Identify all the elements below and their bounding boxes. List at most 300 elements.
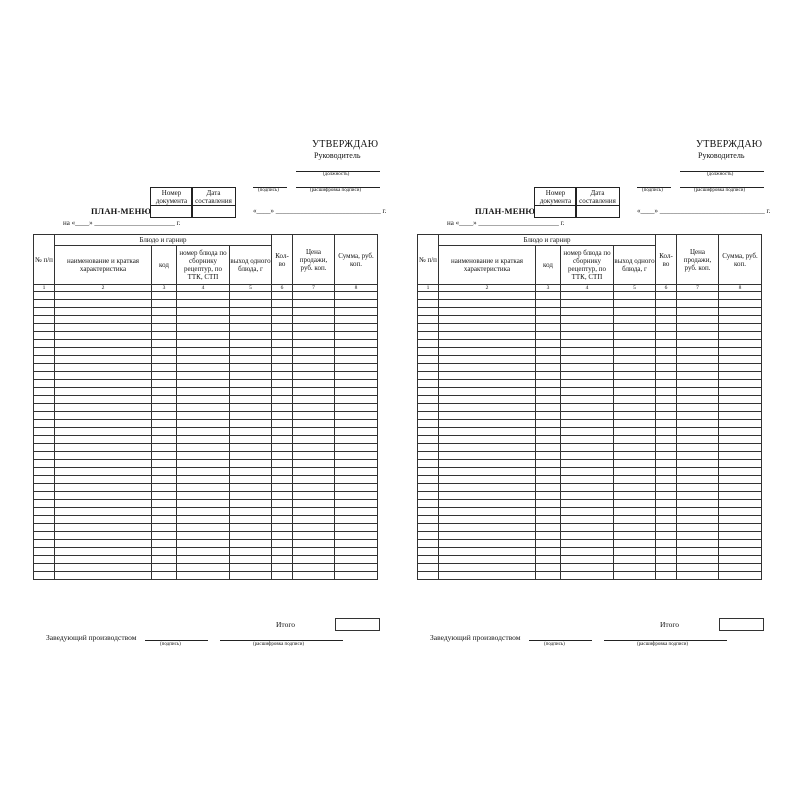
table-cell[interactable] <box>34 404 55 412</box>
table-cell[interactable] <box>536 380 561 388</box>
table-cell[interactable] <box>719 460 762 468</box>
table-cell[interactable] <box>152 396 177 404</box>
table-cell[interactable] <box>536 500 561 508</box>
table-cell[interactable] <box>719 468 762 476</box>
table-cell[interactable] <box>418 484 439 492</box>
table-cell[interactable] <box>418 348 439 356</box>
table-cell[interactable] <box>677 492 719 500</box>
table-cell[interactable] <box>335 316 378 324</box>
table-cell[interactable] <box>230 572 272 580</box>
table-cell[interactable] <box>719 404 762 412</box>
table-cell[interactable] <box>34 452 55 460</box>
table-cell[interactable] <box>561 492 614 500</box>
table-cell[interactable] <box>536 476 561 484</box>
table-cell[interactable] <box>272 436 293 444</box>
table-cell[interactable] <box>656 308 677 316</box>
table-cell[interactable] <box>418 516 439 524</box>
table-cell[interactable] <box>177 508 230 516</box>
table-cell[interactable] <box>177 484 230 492</box>
table-cell[interactable] <box>272 372 293 380</box>
table-cell[interactable] <box>152 332 177 340</box>
table-cell[interactable] <box>272 572 293 580</box>
table-cell[interactable] <box>272 404 293 412</box>
table-cell[interactable] <box>152 556 177 564</box>
table-cell[interactable] <box>561 292 614 300</box>
table-cell[interactable] <box>439 396 536 404</box>
table-cell[interactable] <box>335 292 378 300</box>
table-cell[interactable] <box>335 524 378 532</box>
table-cell[interactable] <box>55 572 152 580</box>
table-cell[interactable] <box>536 396 561 404</box>
table-cell[interactable] <box>177 332 230 340</box>
table-cell[interactable] <box>656 356 677 364</box>
table-cell[interactable] <box>152 348 177 356</box>
table-cell[interactable] <box>439 388 536 396</box>
table-cell[interactable] <box>152 324 177 332</box>
table-cell[interactable] <box>439 516 536 524</box>
table-cell[interactable] <box>677 468 719 476</box>
table-cell[interactable] <box>293 356 335 364</box>
table-cell[interactable] <box>719 300 762 308</box>
table-cell[interactable] <box>536 308 561 316</box>
table-cell[interactable] <box>55 564 152 572</box>
table-cell[interactable] <box>439 412 536 420</box>
table-cell[interactable] <box>561 396 614 404</box>
table-cell[interactable] <box>439 372 536 380</box>
table-cell[interactable] <box>230 292 272 300</box>
table-cell[interactable] <box>656 500 677 508</box>
table-cell[interactable] <box>677 372 719 380</box>
table-cell[interactable] <box>335 468 378 476</box>
table-cell[interactable] <box>230 532 272 540</box>
table-cell[interactable] <box>335 572 378 580</box>
table-cell[interactable] <box>719 340 762 348</box>
table-cell[interactable] <box>55 412 152 420</box>
table-cell[interactable] <box>439 340 536 348</box>
table-cell[interactable] <box>561 324 614 332</box>
table-cell[interactable] <box>418 340 439 348</box>
table-cell[interactable] <box>272 316 293 324</box>
table-cell[interactable] <box>272 420 293 428</box>
table-cell[interactable] <box>293 460 335 468</box>
table-cell[interactable] <box>614 404 656 412</box>
table-cell[interactable] <box>418 452 439 460</box>
table-cell[interactable] <box>439 292 536 300</box>
table-cell[interactable] <box>536 540 561 548</box>
table-cell[interactable] <box>335 548 378 556</box>
table-cell[interactable] <box>230 540 272 548</box>
table-cell[interactable] <box>614 308 656 316</box>
table-cell[interactable] <box>230 436 272 444</box>
table-cell[interactable] <box>335 340 378 348</box>
table-cell[interactable] <box>293 396 335 404</box>
table-cell[interactable] <box>293 540 335 548</box>
document-number-cell[interactable] <box>534 205 577 218</box>
table-cell[interactable] <box>293 324 335 332</box>
table-cell[interactable] <box>34 468 55 476</box>
table-cell[interactable] <box>230 372 272 380</box>
table-cell[interactable] <box>536 564 561 572</box>
table-cell[interactable] <box>614 340 656 348</box>
table-cell[interactable] <box>335 556 378 564</box>
table-cell[interactable] <box>439 324 536 332</box>
table-cell[interactable] <box>55 396 152 404</box>
table-cell[interactable] <box>614 564 656 572</box>
table-cell[interactable] <box>34 308 55 316</box>
table-cell[interactable] <box>614 332 656 340</box>
table-cell[interactable] <box>418 356 439 364</box>
table-cell[interactable] <box>418 332 439 340</box>
table-cell[interactable] <box>656 348 677 356</box>
table-cell[interactable] <box>719 524 762 532</box>
table-cell[interactable] <box>293 492 335 500</box>
table-cell[interactable] <box>418 508 439 516</box>
table-cell[interactable] <box>439 492 536 500</box>
table-cell[interactable] <box>677 516 719 524</box>
table-cell[interactable] <box>34 548 55 556</box>
table-cell[interactable] <box>335 404 378 412</box>
table-cell[interactable] <box>656 548 677 556</box>
table-cell[interactable] <box>177 540 230 548</box>
table-cell[interactable] <box>34 500 55 508</box>
table-cell[interactable] <box>418 364 439 372</box>
table-cell[interactable] <box>272 380 293 388</box>
table-cell[interactable] <box>335 564 378 572</box>
table-cell[interactable] <box>177 564 230 572</box>
table-cell[interactable] <box>614 348 656 356</box>
table-cell[interactable] <box>656 516 677 524</box>
table-cell[interactable] <box>34 460 55 468</box>
table-cell[interactable] <box>293 428 335 436</box>
table-cell[interactable] <box>55 444 152 452</box>
table-cell[interactable] <box>55 476 152 484</box>
table-cell[interactable] <box>55 332 152 340</box>
table-cell[interactable] <box>230 460 272 468</box>
table-cell[interactable] <box>536 556 561 564</box>
table-cell[interactable] <box>230 452 272 460</box>
table-cell[interactable] <box>272 388 293 396</box>
table-cell[interactable] <box>561 548 614 556</box>
table-cell[interactable] <box>614 372 656 380</box>
table-cell[interactable] <box>614 388 656 396</box>
table-cell[interactable] <box>177 492 230 500</box>
table-cell[interactable] <box>152 388 177 396</box>
table-cell[interactable] <box>230 476 272 484</box>
document-number-cell[interactable] <box>150 205 193 218</box>
table-cell[interactable] <box>656 364 677 372</box>
table-cell[interactable] <box>152 356 177 364</box>
table-cell[interactable] <box>293 292 335 300</box>
table-cell[interactable] <box>677 308 719 316</box>
table-cell[interactable] <box>177 444 230 452</box>
table-cell[interactable] <box>335 492 378 500</box>
table-cell[interactable] <box>677 324 719 332</box>
table-cell[interactable] <box>293 364 335 372</box>
table-cell[interactable] <box>719 484 762 492</box>
table-cell[interactable] <box>614 300 656 308</box>
table-cell[interactable] <box>177 516 230 524</box>
table-cell[interactable] <box>561 404 614 412</box>
table-cell[interactable] <box>561 532 614 540</box>
table-cell[interactable] <box>152 452 177 460</box>
table-cell[interactable] <box>55 540 152 548</box>
table-cell[interactable] <box>177 340 230 348</box>
table-cell[interactable] <box>177 420 230 428</box>
table-cell[interactable] <box>439 452 536 460</box>
table-cell[interactable] <box>656 332 677 340</box>
table-cell[interactable] <box>418 492 439 500</box>
table-cell[interactable] <box>418 324 439 332</box>
table-cell[interactable] <box>55 324 152 332</box>
table-cell[interactable] <box>293 348 335 356</box>
table-cell[interactable] <box>719 380 762 388</box>
table-cell[interactable] <box>34 484 55 492</box>
table-cell[interactable] <box>656 508 677 516</box>
table-cell[interactable] <box>230 516 272 524</box>
table-cell[interactable] <box>177 292 230 300</box>
table-cell[interactable] <box>439 364 536 372</box>
table-cell[interactable] <box>561 388 614 396</box>
table-cell[interactable] <box>272 452 293 460</box>
table-cell[interactable] <box>439 316 536 324</box>
table-cell[interactable] <box>536 524 561 532</box>
table-cell[interactable] <box>34 324 55 332</box>
table-cell[interactable] <box>719 444 762 452</box>
table-cell[interactable] <box>561 428 614 436</box>
table-cell[interactable] <box>293 340 335 348</box>
table-cell[interactable] <box>614 516 656 524</box>
table-cell[interactable] <box>561 476 614 484</box>
table-cell[interactable] <box>34 364 55 372</box>
table-cell[interactable] <box>418 412 439 420</box>
table-cell[interactable] <box>536 428 561 436</box>
table-cell[interactable] <box>55 420 152 428</box>
table-cell[interactable] <box>55 492 152 500</box>
table-cell[interactable] <box>439 348 536 356</box>
table-cell[interactable] <box>152 508 177 516</box>
table-cell[interactable] <box>55 508 152 516</box>
table-cell[interactable] <box>230 484 272 492</box>
table-cell[interactable] <box>719 356 762 364</box>
table-cell[interactable] <box>677 300 719 308</box>
table-cell[interactable] <box>272 516 293 524</box>
table-cell[interactable] <box>677 404 719 412</box>
table-cell[interactable] <box>34 412 55 420</box>
table-cell[interactable] <box>34 444 55 452</box>
table-cell[interactable] <box>677 460 719 468</box>
table-cell[interactable] <box>439 468 536 476</box>
table-cell[interactable] <box>656 388 677 396</box>
table-cell[interactable] <box>272 428 293 436</box>
table-cell[interactable] <box>230 428 272 436</box>
table-cell[interactable] <box>55 348 152 356</box>
table-cell[interactable] <box>719 476 762 484</box>
table-cell[interactable] <box>177 396 230 404</box>
table-cell[interactable] <box>561 308 614 316</box>
table-cell[interactable] <box>418 524 439 532</box>
table-cell[interactable] <box>55 316 152 324</box>
table-cell[interactable] <box>293 332 335 340</box>
table-cell[interactable] <box>272 332 293 340</box>
table-cell[interactable] <box>177 428 230 436</box>
table-cell[interactable] <box>561 540 614 548</box>
table-cell[interactable] <box>177 500 230 508</box>
table-cell[interactable] <box>152 292 177 300</box>
table-cell[interactable] <box>561 452 614 460</box>
table-cell[interactable] <box>34 420 55 428</box>
table-cell[interactable] <box>614 356 656 364</box>
table-cell[interactable] <box>561 516 614 524</box>
table-cell[interactable] <box>677 548 719 556</box>
table-cell[interactable] <box>536 332 561 340</box>
table-cell[interactable] <box>656 372 677 380</box>
table-cell[interactable] <box>335 332 378 340</box>
table-cell[interactable] <box>561 524 614 532</box>
table-cell[interactable] <box>230 420 272 428</box>
table-cell[interactable] <box>677 500 719 508</box>
table-cell[interactable] <box>293 500 335 508</box>
table-cell[interactable] <box>536 388 561 396</box>
table-cell[interactable] <box>230 404 272 412</box>
table-cell[interactable] <box>230 500 272 508</box>
table-cell[interactable] <box>656 524 677 532</box>
table-cell[interactable] <box>55 484 152 492</box>
table-cell[interactable] <box>152 340 177 348</box>
table-cell[interactable] <box>177 364 230 372</box>
table-cell[interactable] <box>335 420 378 428</box>
table-cell[interactable] <box>55 380 152 388</box>
table-cell[interactable] <box>536 436 561 444</box>
table-cell[interactable] <box>152 500 177 508</box>
table-cell[interactable] <box>177 324 230 332</box>
table-cell[interactable] <box>418 308 439 316</box>
table-cell[interactable] <box>719 308 762 316</box>
table-cell[interactable] <box>719 420 762 428</box>
table-cell[interactable] <box>230 364 272 372</box>
table-cell[interactable] <box>272 444 293 452</box>
table-cell[interactable] <box>677 540 719 548</box>
table-cell[interactable] <box>152 516 177 524</box>
table-cell[interactable] <box>418 548 439 556</box>
table-cell[interactable] <box>656 324 677 332</box>
table-cell[interactable] <box>34 572 55 580</box>
table-cell[interactable] <box>152 412 177 420</box>
table-cell[interactable] <box>34 476 55 484</box>
table-cell[interactable] <box>293 572 335 580</box>
table-cell[interactable] <box>152 428 177 436</box>
document-date-cell[interactable] <box>191 205 236 218</box>
table-cell[interactable] <box>439 508 536 516</box>
table-cell[interactable] <box>719 532 762 540</box>
table-cell[interactable] <box>656 316 677 324</box>
table-cell[interactable] <box>536 404 561 412</box>
table-cell[interactable] <box>335 540 378 548</box>
document-date-cell[interactable] <box>575 205 620 218</box>
table-cell[interactable] <box>34 540 55 548</box>
table-cell[interactable] <box>677 524 719 532</box>
table-cell[interactable] <box>335 532 378 540</box>
table-cell[interactable] <box>677 340 719 348</box>
table-cell[interactable] <box>293 300 335 308</box>
table-cell[interactable] <box>418 500 439 508</box>
total-sum-cell[interactable] <box>335 618 380 631</box>
table-cell[interactable] <box>561 348 614 356</box>
table-cell[interactable] <box>177 372 230 380</box>
table-cell[interactable] <box>561 572 614 580</box>
table-cell[interactable] <box>677 292 719 300</box>
table-cell[interactable] <box>272 292 293 300</box>
table-cell[interactable] <box>177 572 230 580</box>
table-cell[interactable] <box>561 500 614 508</box>
table-cell[interactable] <box>293 508 335 516</box>
table-cell[interactable] <box>272 500 293 508</box>
table-cell[interactable] <box>34 292 55 300</box>
table-cell[interactable] <box>272 356 293 364</box>
table-cell[interactable] <box>230 524 272 532</box>
table-cell[interactable] <box>439 524 536 532</box>
table-cell[interactable] <box>536 340 561 348</box>
table-cell[interactable] <box>293 380 335 388</box>
table-cell[interactable] <box>55 460 152 468</box>
table-cell[interactable] <box>719 564 762 572</box>
table-cell[interactable] <box>439 332 536 340</box>
table-cell[interactable] <box>536 412 561 420</box>
table-cell[interactable] <box>230 380 272 388</box>
table-cell[interactable] <box>719 348 762 356</box>
table-cell[interactable] <box>677 356 719 364</box>
table-cell[interactable] <box>418 372 439 380</box>
table-cell[interactable] <box>230 396 272 404</box>
table-cell[interactable] <box>439 564 536 572</box>
table-cell[interactable] <box>418 564 439 572</box>
table-cell[interactable] <box>614 524 656 532</box>
table-cell[interactable] <box>335 300 378 308</box>
table-cell[interactable] <box>55 340 152 348</box>
table-cell[interactable] <box>614 476 656 484</box>
table-cell[interactable] <box>656 444 677 452</box>
table-cell[interactable] <box>272 476 293 484</box>
table-cell[interactable] <box>614 292 656 300</box>
table-cell[interactable] <box>272 308 293 316</box>
table-cell[interactable] <box>177 436 230 444</box>
table-cell[interactable] <box>439 500 536 508</box>
table-cell[interactable] <box>719 364 762 372</box>
table-cell[interactable] <box>439 420 536 428</box>
table-cell[interactable] <box>561 444 614 452</box>
table-cell[interactable] <box>614 436 656 444</box>
table-cell[interactable] <box>293 452 335 460</box>
table-cell[interactable] <box>614 492 656 500</box>
table-cell[interactable] <box>293 420 335 428</box>
table-cell[interactable] <box>177 316 230 324</box>
table-cell[interactable] <box>55 308 152 316</box>
table-cell[interactable] <box>536 468 561 476</box>
table-cell[interactable] <box>152 404 177 412</box>
table-cell[interactable] <box>677 380 719 388</box>
table-cell[interactable] <box>272 564 293 572</box>
table-cell[interactable] <box>418 468 439 476</box>
table-cell[interactable] <box>55 372 152 380</box>
table-cell[interactable] <box>272 324 293 332</box>
table-cell[interactable] <box>335 396 378 404</box>
table-cell[interactable] <box>536 532 561 540</box>
table-cell[interactable] <box>677 484 719 492</box>
table-cell[interactable] <box>152 540 177 548</box>
table-cell[interactable] <box>152 468 177 476</box>
table-cell[interactable] <box>34 340 55 348</box>
table-cell[interactable] <box>230 356 272 364</box>
table-cell[interactable] <box>293 548 335 556</box>
